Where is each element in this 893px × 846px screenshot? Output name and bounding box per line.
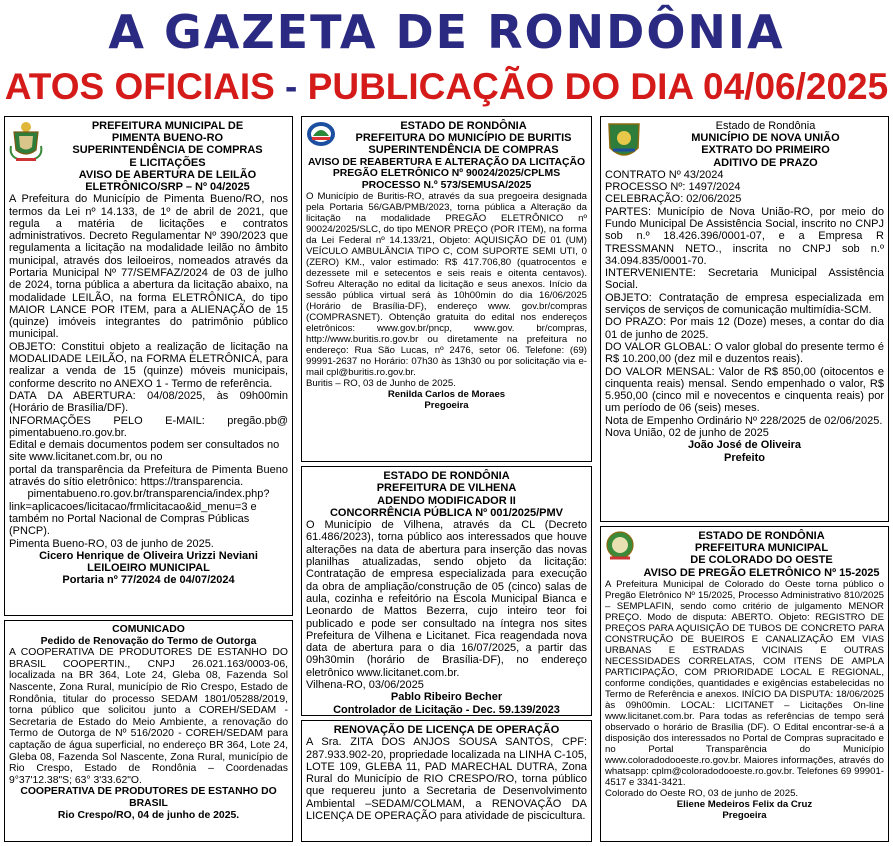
- notice-date: Buritis – RO, 03 de Junho de 2025.: [306, 378, 456, 390]
- contrato-line: CONTRATO Nº 43/2024: [605, 168, 724, 181]
- subtitle-dash: -: [274, 66, 308, 107]
- notice-edital: Edital e demais documentos podem ser consultados no site www.licitanet.com.br, ou no: [9, 439, 280, 464]
- notice-vilhena: [301, 466, 592, 716]
- empenho-text: Nota de Empenho Ordinário Nº 228/2025 de 02/06/2025.: [605, 414, 883, 427]
- nova-uniao-crest-icon: [605, 120, 643, 164]
- notice-header: [306, 120, 587, 157]
- subtitle-date: PUBLICAÇÃO DO DIA 04/06/2025: [307, 66, 889, 107]
- notice-link: pimentabueno.ro.gov.br/transparencia/index.php?: [27, 488, 270, 501]
- notice-body: O Município de Vilhena, através da CL (Decreto 61.486/2023), torna público aos interessados que houve alterações na data de abertura para inserção das novas planilhas atualizadas, sendo objeto da licitação: Contratação de empresa especializada para execução da obra de ampliação/construção de 05 (cinco) salas de aula, cozinha e refeitório na Escola Municipal Bianca e Leonardo de Mattos Bezerra, cujo inteiro teor foi publicado e pode ser consultado na íntegra nos sites Prefeitura de Vilhena e Licitanet. Fica reagendada nova data de abertura para o dia 16/07/2025, a partir das 09h30min (horário de Brasília-DF), no endereço eletrônico www.licitanet.com.br.: [306, 519, 587, 679]
- masthead-subtitle: [0, 64, 893, 110]
- notice-objeto: OBJETO: Constitui objeto a realização de licitação na MODALIDADE LEILÃO, na FORMA ELETRÔNICA, para realizar a venda de 15 (quinze) móveis municipais, conforme descrito no ANEXO 1 - Termo de referência.: [9, 340, 288, 390]
- notice-title: ESTADO DE RONDÔNIA PREFEITURA MUNICIPAL DE COLORADO DO OESTE AVISO DE PREGÃO ELETRÔNICO Nº 15-2025: [643, 530, 880, 579]
- notice-title: PREFEITURA MUNICIPAL DE PIMENTA BUENO-RO SUPERINTENDÊNCIA DE COMPRAS E LICITAÇÕES AVISO DE ABERTURA DE LEILÃO ELETRÔNICO/SRP – Nº 04/2025: [72, 120, 263, 194]
- celebracao-line: CELEBRAÇÃO: 02/06/2025: [605, 193, 742, 206]
- signature-role: Prefeito: [724, 451, 765, 464]
- processo-line: PROCESSO Nº: 1497/2024: [605, 181, 741, 194]
- notice-date: Nova União, 02 de junho de 2025: [605, 427, 769, 440]
- notice-nova-uniao: [600, 116, 889, 522]
- notice-aviso: AVISO DE REABERTURA E ALTERAÇÃO DA LICITAÇÃO: [307, 156, 586, 168]
- signature-role: LEILOEIRO MUNICIPAL: [87, 562, 210, 575]
- notice-body: A COOPERATIVA DE PRODUTORES DE ESTANHO DO BRASIL COOPERTIN., CNPJ 26.021.163/0003-06, localizada na BR 364, Lote 24, Gleba 08, Fazenda Sol Nascente, Zona Rural, município de Rio Crespo, Estado de Rondônia, titular do processo SEDAM 1801/05288/2019, torna público que solicitou junto a COREH/SEDAM - Secretaria de Estado do Meio Ambiente, a renovação do Termo de Outorga de Nº 516/2020 - COREH/SEDAM para captação de água superficial, no endereço BR 364, Lote 24, Gleba 08, Fazenda Sol Nascente, Zona Rural, município de Rio Crespo, Estado de Rondônia – Coordenadas 9°37'12.38"S; 63° 3'33.62"O.: [9, 647, 288, 786]
- signature-name: Eliene Medeiros Felix da Cruz: [676, 798, 813, 810]
- notice-body: A Prefeitura do Município de Pimenta Bueno/RO, nos termos da Lei nº 14.133, de 1º de abril de 2021, que regula a matéria de licitações e contratos administrativos. Decreto Regulamentar Nº 390/2023 que regulamenta a licitação na modalidade leilão no âmbito municipal, através dos leiloeiros, nomeados através da Portaria Municipal Nº 77/SEMFAZ/2024 de 03 de julho de 2024, torna pública a abertura da licitação abaixo, na modalidade LEILÃO, na forma ELETRÔNICA, do tipo MAIOR LANCE POR ITEM, para a ALIENAÇÃO de 15 (quinze) imóveis integrantes do patrimônio público municipal.: [9, 193, 288, 341]
- notice-body: A Prefeitura Municipal de Colorado do Oeste torna público o Pregão Eletrônico Nº 15/2025, Processo Administrativo 810/2025 – SEMPLAFIN, sendo como critério de julgamento MENOR PREÇO. Modo de disputa: ABERTO. Objeto: REGISTRO DE PREÇOS PARA AQUISIÇÃO DE TUBOS DE CONCRETO PARA CONSTRUÇÃO DE BUEIROS E CANALIZAÇÃO EM VIAS URBANAS E ESTRADAS VICINAIS E OUTRAS NECESSIDADES CORRELATAS, COM ITENS DE AMPLA PARTICIPAÇÃO, COM PRIORIDADE LOCAL E REGIONAL, conforme condições, quantidades e exigências estabelecidas no Termo de Referência e anexos. INÍCIO DA DISPUTA: 18/06/2025 às 09h00min. LOCAL: LICITANET – Licitações On-line www.licitanet.com.br. Para todas as referências de tempo será observado o horário de Brasília (DF). O Edital encontrar-se-á a disposição dos interessados no Portal de Compras supracitado e no Portal Transparência do Município www.coloradodooeste.ro.gov.br. Maiores informações, através do whatsapp: cplm@coloradodooeste.ro.gov.br. Telefones 69 99901-4517 e 3341-3421.: [605, 578, 884, 788]
- prazo-text: DO PRAZO: Por mais 12 (Doze) meses, a contar do dia 01 de junho de 2025.: [605, 316, 884, 341]
- colorado-crest-icon: [605, 530, 635, 564]
- valor-mensal-text: DO VALOR MENSAL: Valor de R$ 850,00 (oitocentos e cinquenta reais) mensal. Sendo empenhado o valor, R$ 5.950,00 (cinco mil e novecentos e cinquenta reais) por um período de 06 (seis) meses.: [605, 365, 884, 415]
- notice-renovacao: [301, 720, 592, 842]
- notice-date: Colorado do Oeste RO, 03 de junho de 2025.: [605, 787, 799, 799]
- objeto-text: OBJETO: Contratação de empresa especializada em serviços de serviços de comunicação multimídia-SCM.: [605, 291, 884, 317]
- notice-prefeitura: PREFEITURA DE VILHENA: [376, 482, 517, 495]
- masthead-title: A GAZETA DE RONDÔNIA: [108, 5, 785, 59]
- notice-email: INFORMAÇÕES PELO E-MAIL: pregão.pb@ pimentabueno.ro.gov.br.: [9, 414, 288, 439]
- notice-header: [605, 530, 884, 579]
- notice-body: A Sra. ZITA DOS ANJOS SOUSA SANTOS, CPF: 287.933.902-20, propriedade localizada na LINHA C-105, LOTE 109, GLEBA 11, PAD MARECHAL DUTRA, Zona Rural do Município de RIO CRESPO/RO, torna público que requereu junto a Secretaria de Desenvolvimento Ambiental –SEDAM/COLMAM, a RENOVAÇÃO DA LICENÇA DE OPERAÇÃO para atividade de piscicultura.: [306, 736, 587, 823]
- notice-body: O Município de Buritis-RO, através da sua pregoeira designada pela Portaria 56/GAB/PMB/2023, torna pública a Alteração da licitação na modalidade PREGÃO ELETRÔNICO nº 90024/2025/SLC, do tipo MENOR PREÇO (POR ITEM), na forma da Lei Federal nº 14.133/21, Objeto: AQUISIÇÃO DE 01 (UM) VEÍCULO AMBULÂNCIA TIPO C, COM SUPORTE SEMI UTI, 0 (ZERO) KM., valor estimado: R$ 417.706,80 (quatrocentos e dezessete mil e setecentos e seis reais e oitenta centavos). Sofreu Alteração no edital da licitação e seus anexos. Início da sessão pública virtual será às 10h00min do dia 16/06/2025 (Horário de Brasília-DF), endereço www. gov.br/compras (COMPRASNET). Obtenção gratuita do edital nos endereços eletrônicos: www.gov.br/pncp, www.gov. br/compras, http://www.buritis.ro.gov.br ou diretamente na prefeitura no endereço: Rua São Lucas, nº 2476, setor 06. Telefone: (69) 99991-2637 no Horário: 07h30 às 13h30 ou por solicitação via e-mail cpl@buritis.ro.gov.br.: [306, 191, 587, 379]
- interveniente-text: INTERVENIENTE: Secretaria Municipal Assistência Social.: [605, 267, 884, 292]
- notice-title: ESTADO DE RONDÔNIA: [383, 470, 510, 482]
- notice-date: Rio Crespo/RO, 04 de junho de 2025.: [57, 809, 240, 821]
- coat-of-arms-icon: [9, 120, 43, 162]
- signature-name: COOPERATIVA DE PRODUTORES DE ESTANHO DO BRASIL: [20, 786, 277, 809]
- notice-header: [605, 120, 884, 169]
- notice-title: ESTADO DE RONDÔNIA PREFEITURA DO MUNICÍPIO DE BURITIS SUPERINTENDÊNCIA DE COMPRAS: [355, 120, 572, 157]
- signature-portaria: Portaria nº 77/2024 de 04/07/2024: [62, 574, 235, 587]
- notice-pimenta-bueno: [4, 116, 293, 616]
- notice-date: Vilhena-RO, 03/06/2025: [306, 679, 424, 692]
- notice-portal: portal da transparência da Prefeitura de Pimenta Bueno através do sítio eletrônico: https://transparencia.: [9, 463, 288, 489]
- signature-role: Pregoeira: [424, 400, 469, 412]
- notice-link2: link=aplicacoes/licitacao/frmlicitacao&id_menu=3 e também no Portal Nacional de Compras Públicas (PNCP).: [9, 500, 257, 538]
- signature-name: Cicero Henrique de Oliveira Urizzi Neviani: [39, 549, 258, 562]
- buritis-crest-icon: [306, 120, 336, 148]
- notice-header: [9, 120, 288, 193]
- notice-title: RENOVAÇÃO DE LICENÇA DE OPERAÇÃO: [333, 724, 560, 736]
- signature-role: Pregoeira: [722, 809, 767, 821]
- notice-data-abertura: DATA DA ABERTURA: 04/08/2025, às 09h00min (Horário de Brasília/DF).: [9, 389, 288, 415]
- partes-text: PARTES: Município de Nova União-RO, por meio do Fundo Municipal De Assistência Social, inscrito no CNPJ sob n.º 18.426.396/0001-07, e a Empresa R TRESSMANN NETO., inscrita no CNPJ sob n.º 34.094.835/0001-70.: [605, 205, 884, 267]
- subtitle-red: ATOS OFICIAIS: [4, 66, 275, 107]
- valor-global-text: DO VALOR GLOBAL: O valor global do presente termo é R$ 10.200,00 (dez mil e duzentos reais).: [605, 340, 884, 366]
- notice-processo: PROCESSO N.º 573/SEMUSA/2025: [361, 179, 532, 191]
- signature-name: Renilda Carlos de Moraes: [387, 389, 506, 401]
- notice-title: Estado de Rondônia MUNICÍPIO DE NOVA UNIÃO EXTRATO DO PRIMEIRO ADITIVO DE PRAZO: [691, 120, 840, 169]
- signature-name: João José de Oliveira: [687, 439, 802, 452]
- notice-date: Pimenta Bueno-RO, 03 de junho de 2025.: [9, 537, 214, 550]
- notice-subtitle: Pedido de Renovação do Termo de Outorga: [40, 635, 257, 647]
- notice-pregao: PREGÃO ELETRÔNICO Nº 90024/2025/CPLMS: [332, 168, 561, 180]
- notice-adendo: ADENDO MODIFICADOR II: [377, 494, 516, 507]
- signature-name: Pablo Ribeiro Becher: [390, 691, 503, 704]
- notice-comunicado: [4, 620, 293, 842]
- signature-role: Controlador de Licitação - Dec. 59.139/2023: [333, 703, 560, 716]
- notice-colorado-do-oeste: [600, 526, 889, 842]
- notice-concorrencia: CONCORRÊNCIA PÚBLICA Nº 001/2025/PMV: [329, 506, 564, 519]
- notice-buritis: [301, 116, 592, 462]
- notice-title: COMUNICADO: [112, 624, 185, 635]
